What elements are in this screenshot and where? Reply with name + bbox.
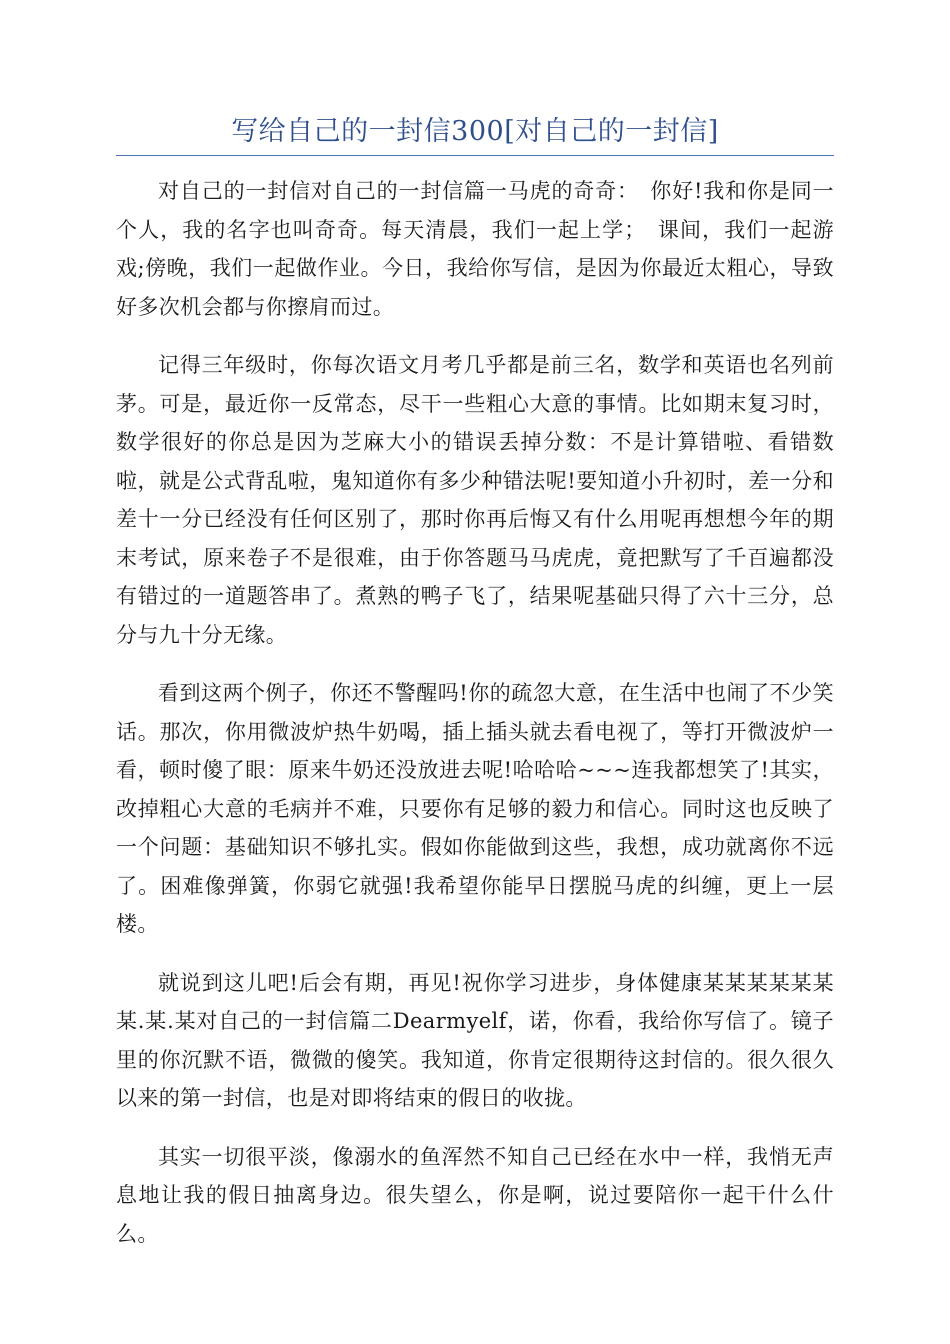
paragraph-2: 记得三年级时，你每次语文月考几乎都是前三名，数学和英语也名列前茅。可是，最近你一反常态，尽干一些粗心大意的事情。比如期末复习时，数学很好的你总是因为芝麻大小的错误丢掉分数：不是计算错啦、看错数啦，就是公式背乱啦，鬼知道你有多少种错法呢!要知道小升初时，差一分和差十一分已经没有任何区别了，那时你再后悔又有什么用呢再想想今年的期末考试，原来卷子不是很难，由于你答题马马虎虎，竟把默写了千百遍都没有错过的一道题答串了。煮熟的鸭子飞了，结果呢基础只得了六十三分，总分与九十分无缘。 — [116, 353, 834, 647]
paragraph-5: 其实一切很平淡，像溺水的鱼浑然不知自己已经在水中一样，我悄无声息地让我的假日抽离身边。很失望么，你是啊，说过要陪你一起干什么什么。 — [116, 1144, 834, 1246]
paragraph-1: 对自己的一封信对自己的一封信篇一马虎的奇奇： 你好!我和你是同一个人，我的名字也叫奇奇。每天清晨，我们一起上学； 课间，我们一起游戏;傍晚，我们一起做作业。今日，我给你写信，是因为你最近太粗心，导致好多次机会都与你擦肩而过。 — [116, 179, 834, 319]
title-underline — [116, 155, 834, 156]
paragraph-4: 就说到这儿吧!后会有期，再见!祝你学习进步，身体健康某某某某某某某.某.某对自己的一封信篇二Dearmyelf，诺，你看，我给你写信了。镜子里的你沉默不语，微微的傻笑。我知道，你肯定很期待这封信的。很久很久以来的第一封信，也是对即将结束的假日的收拢。 — [116, 970, 834, 1110]
document-title: 写给自己的一封信300[对自己的一封信] — [231, 116, 719, 147]
paragraph-3: 看到这两个例子，你还不警醒吗!你的疏忽大意，在生活中也闹了不少笑话。那次，你用微波炉热牛奶喝，插上插头就去看电视了，等打开微波炉一看，顿时傻了眼：原来牛奶还没放进去呢!哈哈哈~~~连我都想笑了!其实，改掉粗心大意的毛病并不难，只要你有足够的毅力和信心。同时这也反映了一个问题：基础知识不够扎实。假如你能做到这些，我想，成功就离你不远了。困难像弹簧，你弱它就强!我希望你能早日摆脱马虎的纠缠，更上一层楼。 — [116, 681, 834, 936]
document-body — [116, 172, 834, 1273]
